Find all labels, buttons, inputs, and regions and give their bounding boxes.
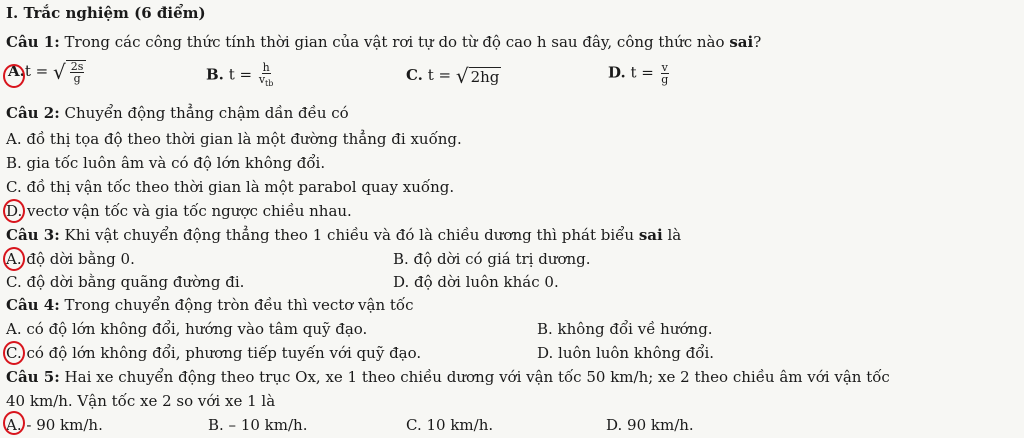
q1-a-num: 2s	[70, 60, 84, 73]
q2-option-c[interactable]: C. đồ thị vận tốc theo thời gian là một parabol quay xuống.	[6, 178, 455, 196]
q1-c-lhs: t =	[427, 66, 456, 84]
q1-emph: sai	[729, 33, 754, 51]
q2-option-d[interactable]: D. vectơ vận tốc và gia tốc ngược chiều nhau.	[6, 202, 352, 220]
q1-b-label: B.	[206, 65, 224, 84]
q1-b-den-sub: tb	[265, 79, 274, 89]
q1-c-rad: 2hg	[470, 67, 500, 86]
q1-c-formula: √ 2hg	[455, 64, 500, 88]
answer-circle-q5	[3, 411, 25, 435]
q2-option-b[interactable]: B. gia tốc luôn âm và có độ lớn không đổi.	[6, 154, 326, 172]
q1-option-d[interactable]	[608, 62, 669, 85]
section-title: I. Trắc nghiệm (6 điểm)	[6, 4, 206, 22]
answer-circle-q3	[3, 247, 25, 271]
q1-b-num: h	[262, 61, 270, 74]
q5-option-d[interactable]: D. 90 km/h.	[606, 416, 694, 434]
q3-label: Câu 3:	[6, 226, 60, 244]
answer-circle-q4	[3, 341, 25, 365]
q2-text: Chuyển động thẳng chậm dần đều có	[64, 104, 349, 122]
q1-d-lhs: t =	[630, 63, 659, 82]
q1-label: Câu 1:	[6, 33, 60, 51]
answer-circle-q2	[3, 199, 25, 223]
question-5	[6, 368, 890, 386]
q4-option-d[interactable]: D. luôn luôn không đổi.	[537, 344, 715, 362]
q4-label: Câu 4:	[6, 296, 60, 314]
q4-option-c[interactable]: C. có độ lớn không đổi, phương tiếp tuyến với quỹ đạo.	[6, 344, 422, 362]
q1-a-label: A.	[8, 62, 25, 80]
question-2	[6, 104, 349, 122]
q1-c-label: C.	[406, 66, 423, 84]
q4-text: Trong chuyển động tròn đều thì vectơ vận tốc	[64, 296, 414, 314]
q3-emph: sai	[638, 226, 663, 244]
q2-option-a[interactable]: A. đồ thị tọa độ theo thời gian là một đường thẳng đi xuống.	[6, 130, 462, 148]
q3-option-c[interactable]: C. độ dời bằng quãng đường đi.	[6, 273, 245, 291]
q1-a-den: g	[73, 72, 81, 85]
answer-circle-q1	[3, 64, 25, 88]
q5-text-cont: 40 km/h. Vận tốc xe 2 so với xe 1 là	[6, 392, 276, 410]
q1-b-lhs: t =	[228, 65, 257, 84]
q3-text: Khi vật chuyển động thẳng theo 1 chiều và đó là chiều dương thì phát biểu	[64, 226, 639, 244]
question-4	[6, 296, 414, 314]
q5-text: Hai xe chuyển động theo trục Ox, xe 1 theo chiều dương với vận tốc 50 km/h; xe 2 theo chiều âm với vận tốc	[64, 368, 890, 386]
q1-text: Trong các công thức tính thời gian của vật rơi tự do từ độ cao h sau đây, công thức nào	[64, 33, 730, 51]
q1-a-formula: √ $\frac{2s}{g}$	[53, 60, 86, 84]
q1-option-b[interactable]	[206, 62, 273, 89]
q1-d-num: v	[661, 61, 668, 74]
question-3	[6, 226, 681, 244]
q1-option-c[interactable]	[406, 66, 501, 86]
q1-b-den: v	[258, 73, 266, 86]
q1-tail: ?	[753, 33, 762, 51]
q4-option-a[interactable]: A. có độ lớn không đổi, hướng vào tâm quỹ đạo.	[6, 320, 368, 338]
q3-option-d[interactable]: D. độ dời luôn khác 0.	[393, 273, 559, 291]
q3-tail: là	[662, 226, 682, 244]
question-1	[6, 33, 761, 51]
q1-d-label: D.	[608, 63, 626, 82]
q2-label: Câu 2:	[6, 104, 60, 122]
q5-option-c[interactable]: C. 10 km/h.	[406, 416, 494, 434]
q1-b-formula	[259, 62, 274, 89]
q3-option-a[interactable]: A. độ dời bằng 0.	[6, 250, 135, 268]
q4-option-b[interactable]: B. không đổi về hướng.	[537, 320, 713, 338]
q5-label: Câu 5:	[6, 368, 60, 386]
q1-d-formula	[661, 62, 669, 85]
q3-option-b[interactable]: B. độ dời có giá trị dương.	[393, 250, 591, 268]
q1-a-lhs: t =	[24, 62, 54, 80]
q1-d-den: g	[661, 73, 669, 86]
q5-option-a[interactable]: A. - 90 km/h.	[6, 416, 103, 434]
q5-option-b[interactable]: B. – 10 km/h.	[208, 416, 308, 434]
